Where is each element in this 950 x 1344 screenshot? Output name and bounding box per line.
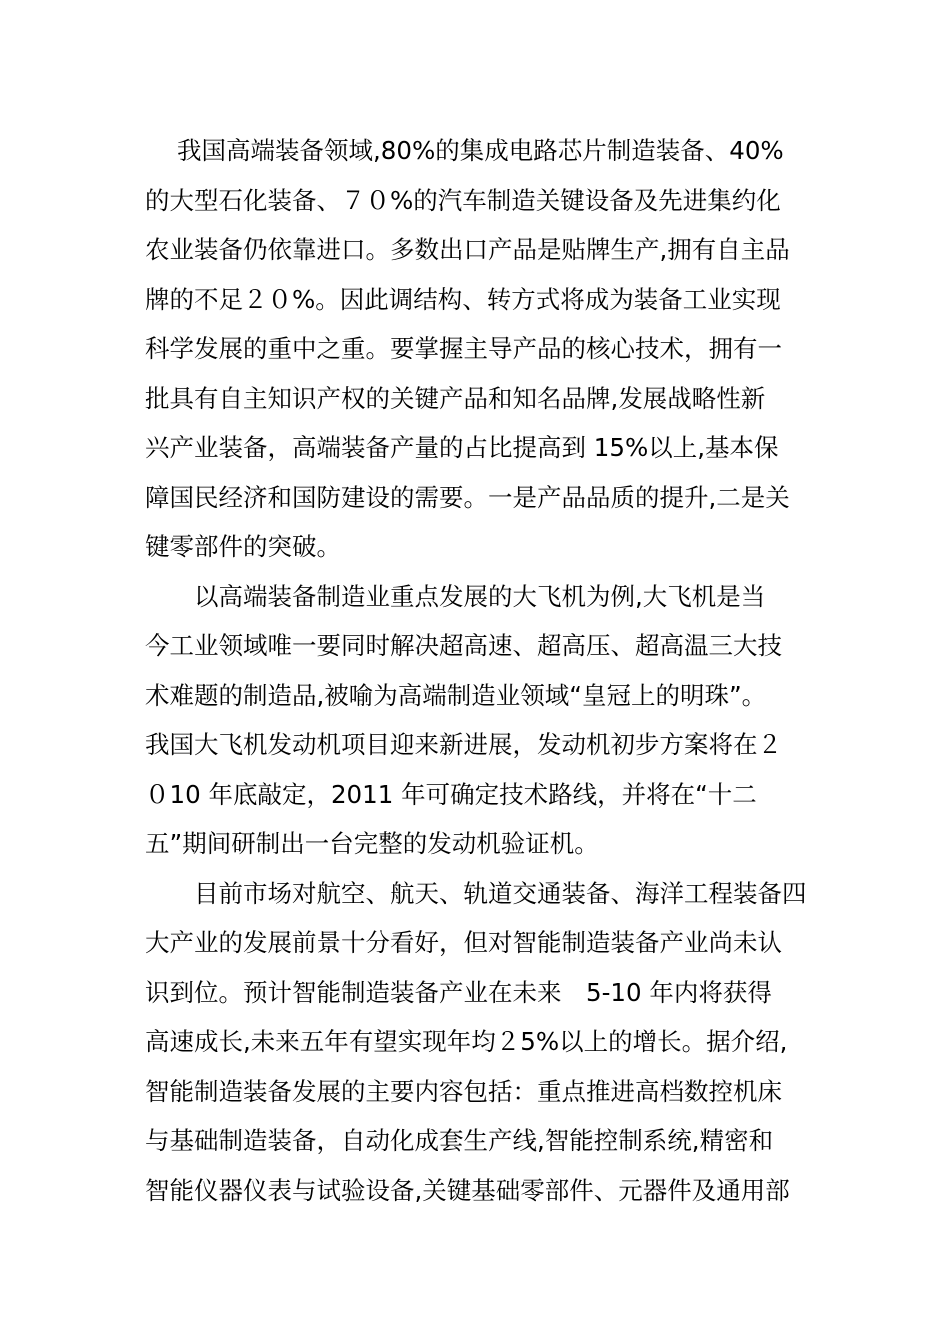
paragraph-line: 兴产业装备，高端装备产量的占比提高到 15%以上,基本保 [145, 433, 779, 462]
paragraph-line: 智能制造装备发展的主要内容包括：重点推进高档数控机床 [145, 1076, 782, 1106]
paragraph-line: 高速成长,未来五年有望实现年均２5%以上的增长。据介绍, [145, 1027, 788, 1056]
paragraph-line: 键零部件的突破。 [145, 532, 341, 561]
paragraph-line: 大产业的发展前景十分看好，但对智能制造装备产业尚未认 [145, 928, 782, 957]
paragraph-line: ０10 年底敲定，2011 年可确定技术路线，并将在“十二 [145, 779, 757, 809]
paragraph-line: 牌的不足２０%。因此调结构、转方式将成为装备工业实现 [145, 284, 781, 314]
paragraph-line: 我国高端装备领域,80%的集成电路芯片制造装备、40% [177, 136, 784, 165]
paragraph-line: 障国民经济和国防建设的需要。一是产品品质的提升,二是关 [145, 482, 790, 512]
document-body [145, 126, 815, 1215]
paragraph-line: 以高端装备制造业重点发展的大飞机为例,大飞机是当 [194, 581, 766, 611]
paragraph-line: 识到位。预计智能制造装备产业在未来 5-10 年内将获得 [145, 977, 772, 1007]
paragraph-3 [145, 869, 815, 1216]
paragraph-1 [145, 126, 815, 572]
paragraph-line: 与基础制造装备，自动化成套生产线,智能控制系统,精密和 [145, 1126, 774, 1155]
paragraph-line: 智能仪器仪表与试验设备,关键基础零部件、元器件及通用部 [145, 1175, 790, 1205]
paragraph-line: 批具有自主知识产权的关键产品和知名品牌,发展战略性新 [145, 383, 766, 413]
paragraph-line: 农业装备仍依靠进口。多数出口产品是贴牌生产,拥有自主品 [145, 235, 790, 264]
paragraph-line: 五”期间研制出一台完整的发动机验证机。 [145, 829, 599, 858]
paragraph-line: 目前市场对航空、航天、轨道交通装备、海洋工程装备四 [194, 878, 807, 908]
paragraph-2 [145, 572, 815, 869]
paragraph-line: 术难题的制造品,被喻为高端制造业领域“皇冠上的明珠”。 [145, 680, 767, 710]
paragraph-line: 科学发展的重中之重。要掌握主导产品的核心技术，拥有一 [145, 334, 782, 363]
paragraph-line: 今工业领域唯一要同时解决超高速、超高压、超高温三大技 [145, 631, 782, 660]
paragraph-line: 的大型石化装备、７０%的汽车制造关键设备及先进集约化 [145, 185, 781, 215]
paragraph-line: 我国大飞机发动机项目迎来新进展，发动机初步方案将在２ [145, 730, 782, 759]
